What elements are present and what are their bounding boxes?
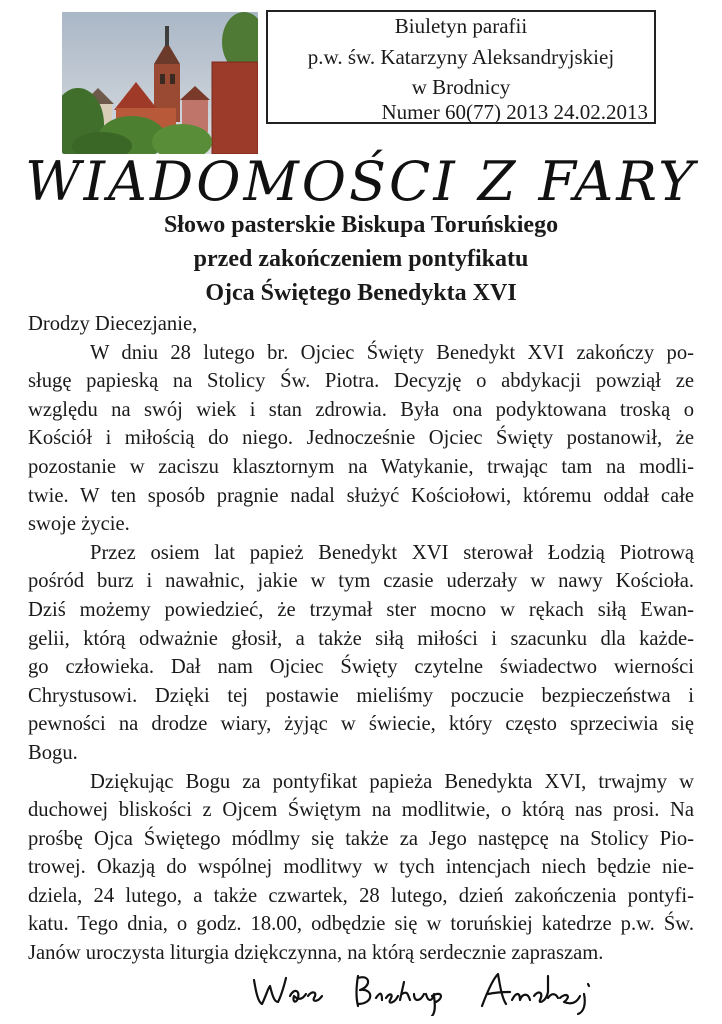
paragraph-2 (28, 539, 694, 768)
text-line: Bogu. (28, 741, 78, 764)
article-title-line: Słowo pasterskie Biskupa Toruńskiego (163, 212, 559, 238)
greeting: Drodzy Diecezjanie, (28, 313, 198, 335)
text-line: swoje życie. (28, 513, 130, 536)
text-line: pozostanie w zaciszu klasztornym na Watykanie, trwając tam na modli- (28, 455, 694, 478)
text-line: pewności na drodze wiary, żyjąc w świecie, który często sprzeciwia się (28, 713, 694, 736)
text-line: katu. Tego dnia, o godz. 18.00, odbędzie się w toruńskiej katedrze p.w. Św. (28, 913, 694, 936)
paragraph-3 (28, 768, 694, 968)
text-line: Kościół i miłością do niego. Jednocześnie Ojciec Święty postanowił, że (28, 427, 694, 450)
text-line: trowej. Okazją do wspólnej modlitwy w tych intencjach niech będzie nie- (28, 856, 694, 879)
text-line: gelii, którą odważnie głosił, a także siłą miłości i szacunku dla każde- (28, 627, 694, 650)
text-line: Dziękując Bogu za pontyfikat papieża Benedykta XVI, trwajmy w (90, 770, 694, 793)
text-line: dziela, 24 lutego, a także czwartek, 28 lutego, dzień zakończenia pontyfi- (28, 884, 694, 907)
text-line: względu na swój wiek i stan zdrowia. Była ona podyktowana troską o (28, 398, 694, 421)
parish-location: w Brodnicy (411, 75, 511, 99)
article-body (28, 310, 694, 968)
text-line: Chrystusowi. Dzięki tej postawie mieliśmy poczucie bezpieczeństwa i (28, 684, 694, 707)
text-line: prośbę Ojca Świętego módlmy się także za Jego następcę na Stolicy Pio- (28, 827, 694, 850)
masthead-title: WIADOMOŚCI Z FARY (25, 150, 697, 213)
bulletin-info-box (266, 10, 656, 124)
bulletin-name: Biuletyn parafii (394, 14, 528, 38)
text-line: Przez osiem lat papież Benedykt XVI sterował Łodzią Piotrową (90, 541, 694, 564)
article-title (0, 208, 722, 310)
issue-number-date: Numer 60(77) 2013 24.02.2013 (381, 100, 648, 124)
text-line: twie. W ten sposób pragnie nadal służyć Kościołowi, któremu oddał całe (28, 484, 694, 507)
paragraph-1 (28, 339, 694, 539)
handwritten-signature (248, 966, 608, 1016)
text-line: sługę papieską na Stolicy Św. Piotra. Decyzję o abdykacji powziął ze (28, 370, 694, 393)
text-line: duchowej bliskości z Ojcem Świętym na modlitwie, o którą nas prosi. Na (28, 799, 694, 822)
text-line: Janów uroczysta liturgia dziękczynna, na którą serdecznie zapraszam. (28, 942, 604, 965)
text-line: W dniu 28 lutego br. Ojciec Święty Benedykt XVI zakończy po- (90, 341, 694, 364)
text-line: go człowieka. Dał nam Ojciec Święty czytelne świadectwo wierności (28, 656, 694, 679)
church-photo (62, 12, 258, 154)
article-title-line: przed zakończeniem pontyfikatu (193, 246, 529, 272)
parish-name: p.w. św. Katarzyny Aleksandryjskiej (307, 45, 615, 69)
text-line: pośród burz i nawałnic, jakie w tym czasie uderzały w nawy Kościoła. (28, 570, 694, 593)
text-line: Dziś możemy powiedzieć, że trzymał ster mocno w rękach siłą Ewan- (28, 598, 694, 621)
article-title-line: Ojca Świętego Benedykta XVI (205, 280, 517, 306)
